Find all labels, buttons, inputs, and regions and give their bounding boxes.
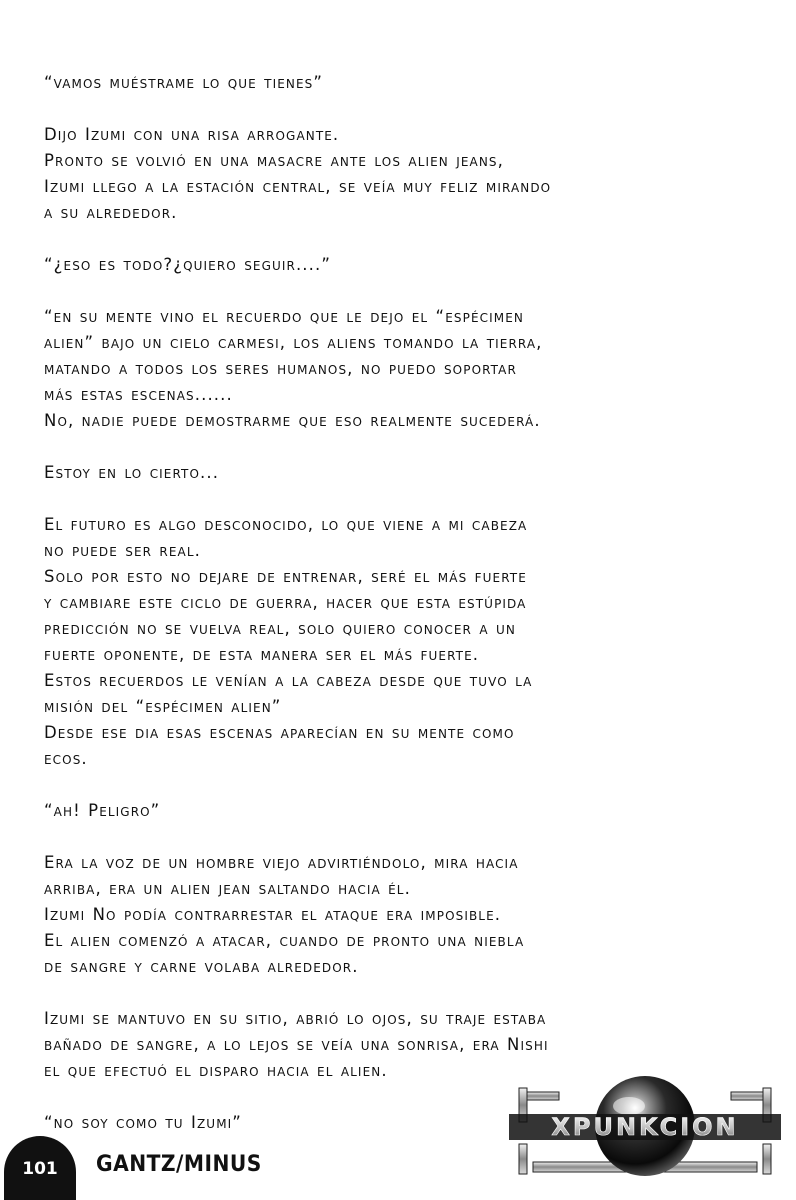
text-line: no puede ser real. — [44, 541, 201, 560]
paragraph — [44, 850, 779, 980]
text-line: misión del “espécimen alien” — [44, 697, 282, 716]
text-line: “¿eso es todo?¿quiero seguir....” — [44, 255, 331, 274]
text-line: predicción no se vuelva real, solo quiero conocer a un — [44, 619, 516, 638]
text-line: de sangre y carne volaba alrededor. — [44, 957, 359, 976]
page-number: 101 — [22, 1159, 58, 1179]
text-line: Izumi No podía contrarrestar el ataque era imposible. — [44, 905, 502, 924]
text-line: No, nadie puede demostrarme que eso realmente sucederá. — [44, 411, 541, 430]
paragraph — [44, 512, 779, 772]
page-number-badge — [4, 1136, 76, 1200]
text-line: El alien comenzó a atacar, cuando de pronto una niebla — [44, 931, 525, 950]
text-line: “vamos muéstrame lo que tienes” — [44, 73, 324, 92]
paragraph — [44, 304, 779, 434]
text-line: Izumi se mantuvo en su sitio, abrió lo ojos, su traje estaba — [44, 1009, 547, 1028]
logo-text: XPUNKCION — [551, 1113, 739, 1141]
story-text — [44, 70, 779, 1162]
text-line: bañado de sangre, a lo lejos se veía una sonrisa, era Nishi — [44, 1035, 549, 1054]
text-line: el que efectuó el disparo hacia el alien. — [44, 1061, 388, 1080]
text-line: más estas escenas...... — [44, 385, 233, 404]
text-line: fuerte oponente, de esta manera ser el más fuerte. — [44, 645, 480, 664]
text-line: Izumi llego a la estación central, se veía muy feliz mirando — [44, 177, 552, 196]
text-line: El futuro es algo desconocido, lo que viene a mi cabeza — [44, 515, 528, 534]
text-line: Estoy en lo cierto... — [44, 463, 220, 482]
text-line: “ah! Peligro” — [44, 801, 161, 820]
paragraph — [44, 460, 779, 486]
text-line: Era la voz de un hombre viejo advirtiéndolo, mira hacia — [44, 853, 519, 872]
text-line: y cambiare este ciclo de guerra, hacer que esta estúpida — [44, 593, 527, 612]
text-line: Dijo Izumi con una risa arrogante. — [44, 125, 340, 144]
paragraph — [44, 798, 779, 824]
chrome-sphere-logo-icon — [505, 1062, 785, 1197]
text-line: “en su mente vino el recuerdo que le dejo el “espécimen — [44, 307, 524, 326]
text-line: arriba, era un alien jean saltando hacia él. — [44, 879, 411, 898]
text-line: Estos recuerdos le venían a la cabeza desde que tuvo la — [44, 671, 533, 690]
text-line: a su alrededor. — [44, 203, 178, 222]
text-line: matando a todos los seres humanos, no puedo soportar — [44, 359, 517, 378]
text-line: alien” bajo un cielo carmesi, los aliens tomando la tierra, — [44, 333, 543, 352]
series-title: GANTZ/MINUS — [96, 1152, 262, 1177]
text-line: Pronto se volvió en una masacre ante los alien jeans, — [44, 151, 504, 170]
paragraph — [44, 122, 779, 226]
paragraph — [44, 252, 779, 278]
paragraph — [44, 70, 779, 96]
text-line: “no soy como tu Izumi” — [44, 1113, 242, 1132]
text-line: Desde ese dia esas escenas aparecían en su mente como — [44, 723, 515, 742]
text-line: ecos. — [44, 749, 88, 768]
text-line: Solo por esto no dejare de entrenar, seré el más fuerte — [44, 567, 527, 586]
